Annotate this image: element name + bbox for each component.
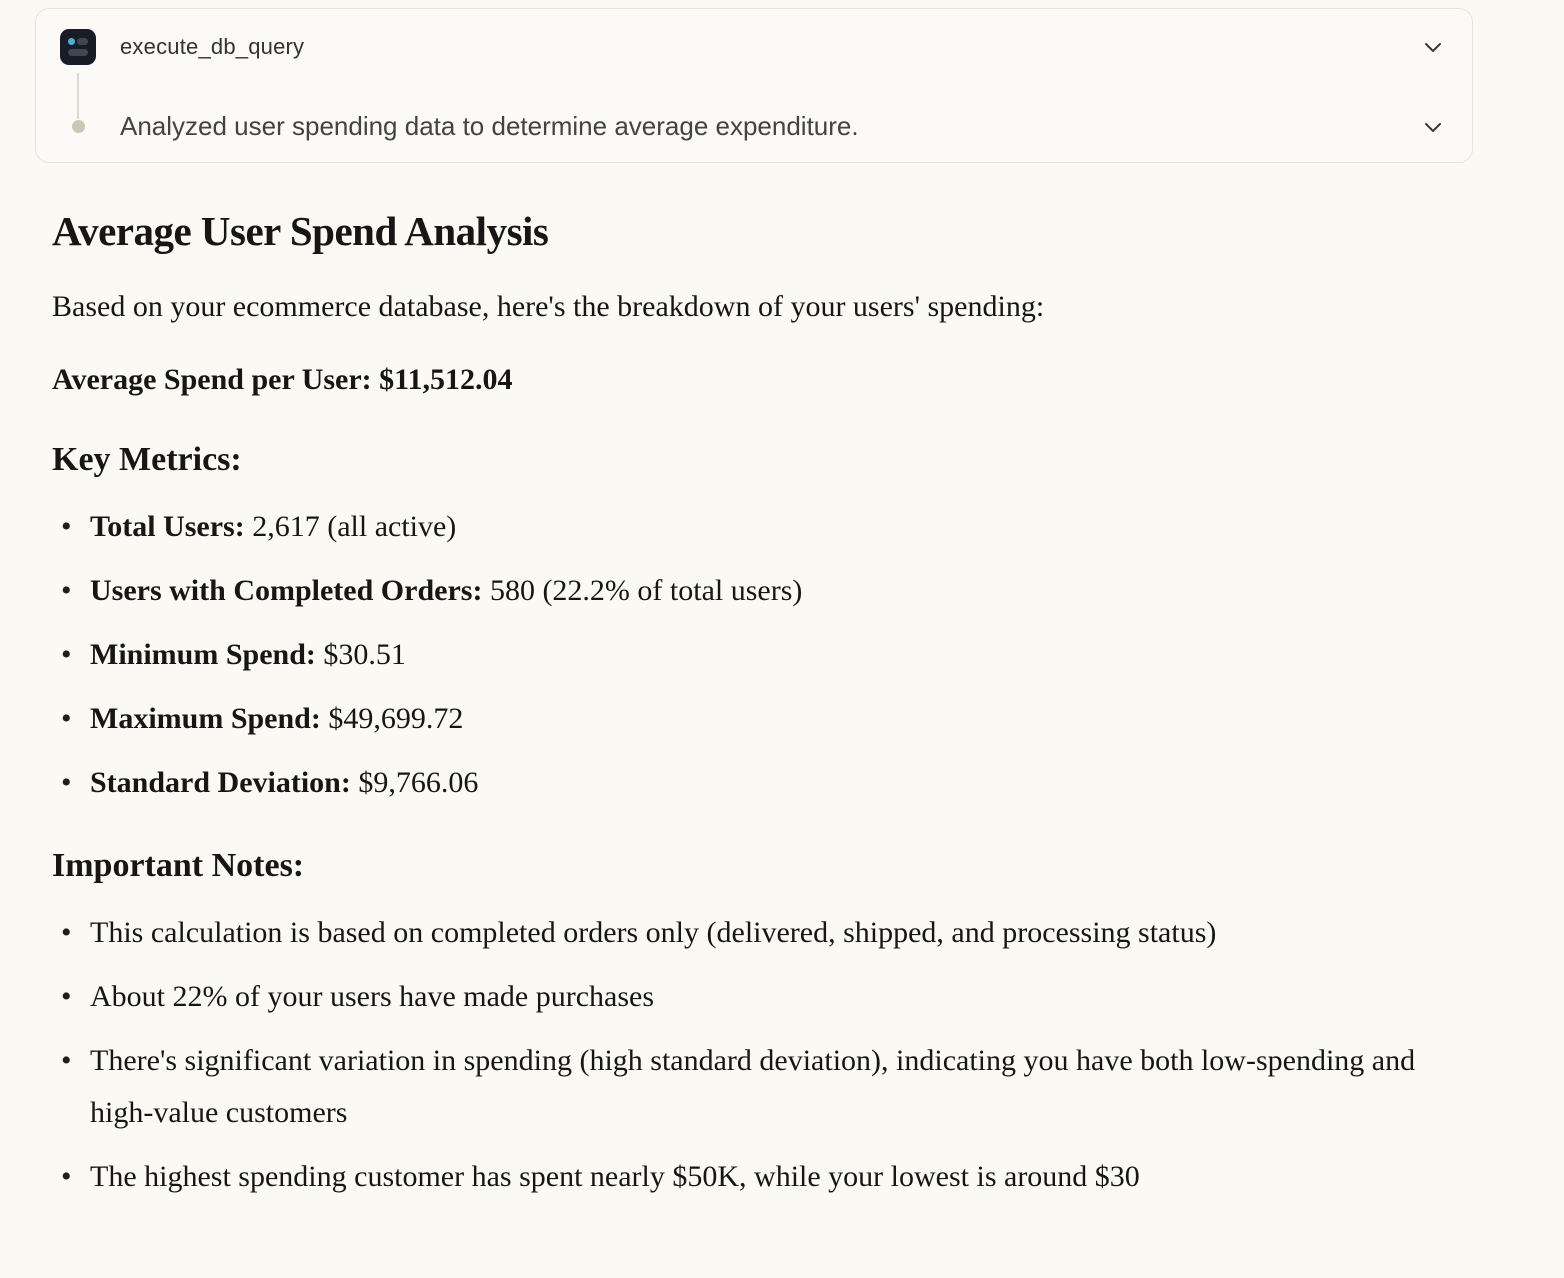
- chat-transcript: [0, 8, 1564, 1203]
- page-title: Average User Spend Analysis: [52, 208, 549, 254]
- tool-call-card: [35, 8, 1473, 163]
- important-notes-heading: Important Notes:: [52, 847, 305, 885]
- average-spend-value: Average Spend per User: $11,512.04: [52, 363, 513, 397]
- metric-label: Minimum Spend:: [90, 637, 316, 671]
- tool-call-header-row[interactable]: [60, 29, 1446, 65]
- metric-item: [52, 565, 1450, 617]
- key-metrics-heading: Key Metrics:: [52, 441, 242, 479]
- bullet-dot-icon: [72, 120, 85, 133]
- intro-paragraph: Based on your ecommerce database, here's the breakdown of your users' spending:: [52, 290, 1045, 324]
- metric-label: Standard Deviation:: [90, 765, 351, 799]
- important-notes-list: [52, 907, 1450, 1202]
- note-item: • This calculation is based on completed orders only (delivered, shipped, and processing status): [52, 907, 1450, 959]
- metric-value: 580 (22.2% of total users): [482, 573, 803, 607]
- note-item: • The highest spending customer has spent nearly $50K, while your lowest is around $30: [52, 1151, 1450, 1203]
- mcp-server-icon: [60, 29, 96, 65]
- metric-value: $9,766.06: [350, 765, 479, 799]
- note-item: • About 22% of your users have made purchases: [52, 971, 1450, 1023]
- metric-item: [52, 757, 1450, 809]
- icon-dot: [68, 38, 75, 45]
- metric-label: Maximum Spend:: [90, 701, 321, 735]
- assistant-message: [52, 207, 1450, 1203]
- chevron-down-icon[interactable]: [1420, 114, 1446, 140]
- metric-label: Total Users:: [90, 509, 245, 543]
- icon-bar: [68, 49, 88, 56]
- average-spend-line: [52, 357, 1450, 402]
- metric-item: [52, 501, 1450, 553]
- note-item: • There's significant variation in spending (high standard deviation), indicating you have both low-spending and high-value customers: [52, 1035, 1450, 1139]
- key-metrics-list: [52, 501, 1450, 808]
- metric-item: [52, 629, 1450, 681]
- metric-item: [52, 693, 1450, 745]
- tool-result-summary: Analyzed user spending data to determine average expenditure.: [120, 111, 859, 141]
- timeline-connector: [77, 73, 79, 119]
- metric-value: $49,699.72: [320, 701, 464, 735]
- tool-name: execute_db_query: [120, 34, 305, 59]
- icon-bar: [77, 38, 88, 45]
- tool-result-row[interactable]: [60, 111, 1446, 142]
- chevron-down-icon[interactable]: [1420, 34, 1446, 60]
- metric-label: Users with Completed Orders:: [90, 573, 483, 607]
- metric-value: 2,617 (all active): [244, 509, 457, 543]
- metric-value: $30.51: [315, 637, 406, 671]
